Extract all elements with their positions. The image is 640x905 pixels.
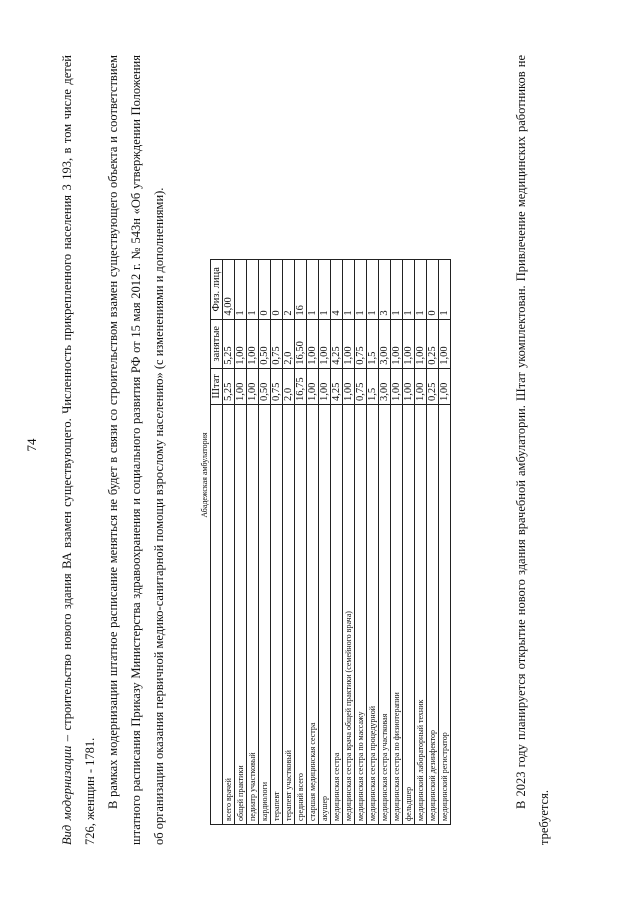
role-cell: медицинская сестра по массажу (355, 405, 367, 825)
conclusion-text: В 2023 году планируется открытие нового здания врачебной амбулатории. Штат укомплектован. Привлечение медицинских работников не требуется. (514, 55, 551, 845)
staff-cell: 1,00 (415, 368, 427, 404)
occupied-cell: 16,50 (295, 319, 307, 368)
role-cell: медицинский регистратор (439, 405, 451, 825)
staff-cell: 4,25 (331, 368, 343, 404)
role-cell: медицинский лабораторный техник (415, 405, 427, 825)
staff-cell: 1,00 (403, 368, 415, 404)
persons-cell: 1 (343, 260, 355, 320)
role-cell: средний всего (295, 405, 307, 825)
persons-cell: 2 (283, 260, 295, 320)
staff-cell: 1,5 (367, 368, 379, 404)
staff-cell: 2,0 (283, 368, 295, 404)
table-row (343, 260, 355, 825)
role-cell: фельдшер (403, 405, 415, 825)
table-row (307, 260, 319, 825)
persons-cell: 0 (259, 260, 271, 320)
occupied-cell: 1,00 (391, 319, 403, 368)
persons-cell: 16 (295, 260, 307, 320)
table-row (223, 260, 235, 825)
table-row (355, 260, 367, 825)
role-cell: медицинская сестра по физиотерапии (391, 405, 403, 825)
occupied-cell: 1,00 (247, 319, 259, 368)
role-cell: старшая медицинская сестра (307, 405, 319, 825)
staff-cell: 0,75 (271, 368, 283, 404)
occupied-cell: 3,00 (379, 319, 391, 368)
occupied-cell: 0,50 (259, 319, 271, 368)
staffing-text: В рамках модернизации штатное расписание меняться не будет в связи со строительством взамен существующего объекта и соответствием штатного расписания Приказу Министерства здравоохранения и социального развития РФ от 15 мая 2012 г. № 543н «Об утверждении Положения об организации оказания первичной медико-санитарной помощи взрослому населению» (с изменениями и дополнениями). (106, 55, 166, 845)
table-row (247, 260, 259, 825)
modernization-type-label: Вид модернизации (60, 745, 74, 845)
occupied-cell: 1,00 (235, 319, 247, 368)
persons-cell: 0 (271, 260, 283, 320)
persons-cell: 1 (319, 260, 331, 320)
occupied-cell: 4,25 (331, 319, 343, 368)
occupied-cell: 1,00 (343, 319, 355, 368)
table-row (331, 260, 343, 825)
table-row (427, 260, 439, 825)
table-row (415, 260, 427, 825)
occupied-cell: 1,00 (439, 319, 451, 368)
persons-cell: 4 (331, 260, 343, 320)
table-title: Абадежская амбулатория (200, 432, 209, 518)
persons-cell: 1 (307, 260, 319, 320)
persons-cell: 1 (439, 260, 451, 320)
occupied-cell: 2,0 (283, 319, 295, 368)
role-cell: всего врачей (223, 405, 235, 825)
persons-cell: 1 (367, 260, 379, 320)
occupied-cell: 1,00 (307, 319, 319, 368)
persons-cell: 3 (379, 260, 391, 320)
staff-cell: 1,00 (307, 368, 319, 404)
role-cell: медицинская сестра участковая (379, 405, 391, 825)
header-persons: Физ. лица (211, 260, 223, 320)
occupied-cell: 0,25 (427, 319, 439, 368)
persons-cell: 4,00 (223, 260, 235, 320)
persons-cell: 1 (235, 260, 247, 320)
table-row (235, 260, 247, 825)
page-number: 74 (24, 438, 39, 452)
occupied-cell: 1,00 (415, 319, 427, 368)
staff-cell: 1,00 (439, 368, 451, 404)
staff-table (210, 259, 451, 825)
staff-cell: 0,75 (355, 368, 367, 404)
role-cell: медицинская сестра (331, 405, 343, 825)
table-row (283, 260, 295, 825)
table-row (391, 260, 403, 825)
staff-cell: 5,25 (223, 368, 235, 404)
table-row (379, 260, 391, 825)
role-cell: педиатр участковый (247, 405, 259, 825)
occupied-cell: 0,75 (355, 319, 367, 368)
staff-cell: 16,75 (295, 368, 307, 404)
modernization-text: – строительство нового здания ВА взамен существующего. Численность прикрепленного населения 3 193, в том числе детей 726, женщин - 1781. (60, 55, 97, 845)
occupied-cell: 1,5 (367, 319, 379, 368)
table-row (367, 260, 379, 825)
role-cell: терапевт участковый (283, 405, 295, 825)
table-row (439, 260, 451, 825)
occupied-cell: 1,00 (319, 319, 331, 368)
staff-cell: 0,50 (259, 368, 271, 404)
staff-cell: 1,00 (391, 368, 403, 404)
role-cell: медицинский дезинфектор (427, 405, 439, 825)
staff-cell: 1,00 (247, 368, 259, 404)
persons-cell: 1 (415, 260, 427, 320)
staff-cell: 1,00 (319, 368, 331, 404)
paragraph-conclusion (510, 55, 556, 845)
persons-cell: 1 (247, 260, 259, 320)
persons-cell: 0 (427, 260, 439, 320)
table-row (271, 260, 283, 825)
staff-cell: 1,00 (343, 368, 355, 404)
table-row (319, 260, 331, 825)
paragraph-modernization (56, 55, 102, 845)
header-role-cell (211, 405, 223, 825)
role-cell: терапевт (271, 405, 283, 825)
persons-cell: 1 (391, 260, 403, 320)
role-cell: акушер (319, 405, 331, 825)
header-staff: Штат (211, 368, 223, 404)
persons-cell: 1 (403, 260, 415, 320)
paragraph-staffing (102, 55, 171, 845)
occupied-cell: 5,25 (223, 319, 235, 368)
table-row (259, 260, 271, 825)
role-cell: медицинская сестра процедурной (367, 405, 379, 825)
occupied-cell: 0,75 (271, 319, 283, 368)
role-cell: общей практики (235, 405, 247, 825)
staff-cell: 1,00 (235, 368, 247, 404)
table-row (295, 260, 307, 825)
table-header-row (211, 260, 223, 825)
staff-cell: 0,25 (427, 368, 439, 404)
occupied-cell: 1,00 (403, 319, 415, 368)
persons-cell: 1 (355, 260, 367, 320)
role-cell: медицинская сестра врача общей практики (семейного врача) (343, 405, 355, 825)
table-row (403, 260, 415, 825)
header-occupied: занятые (211, 319, 223, 368)
staff-cell: 3,00 (379, 368, 391, 404)
role-cell: кардиологи (259, 405, 271, 825)
